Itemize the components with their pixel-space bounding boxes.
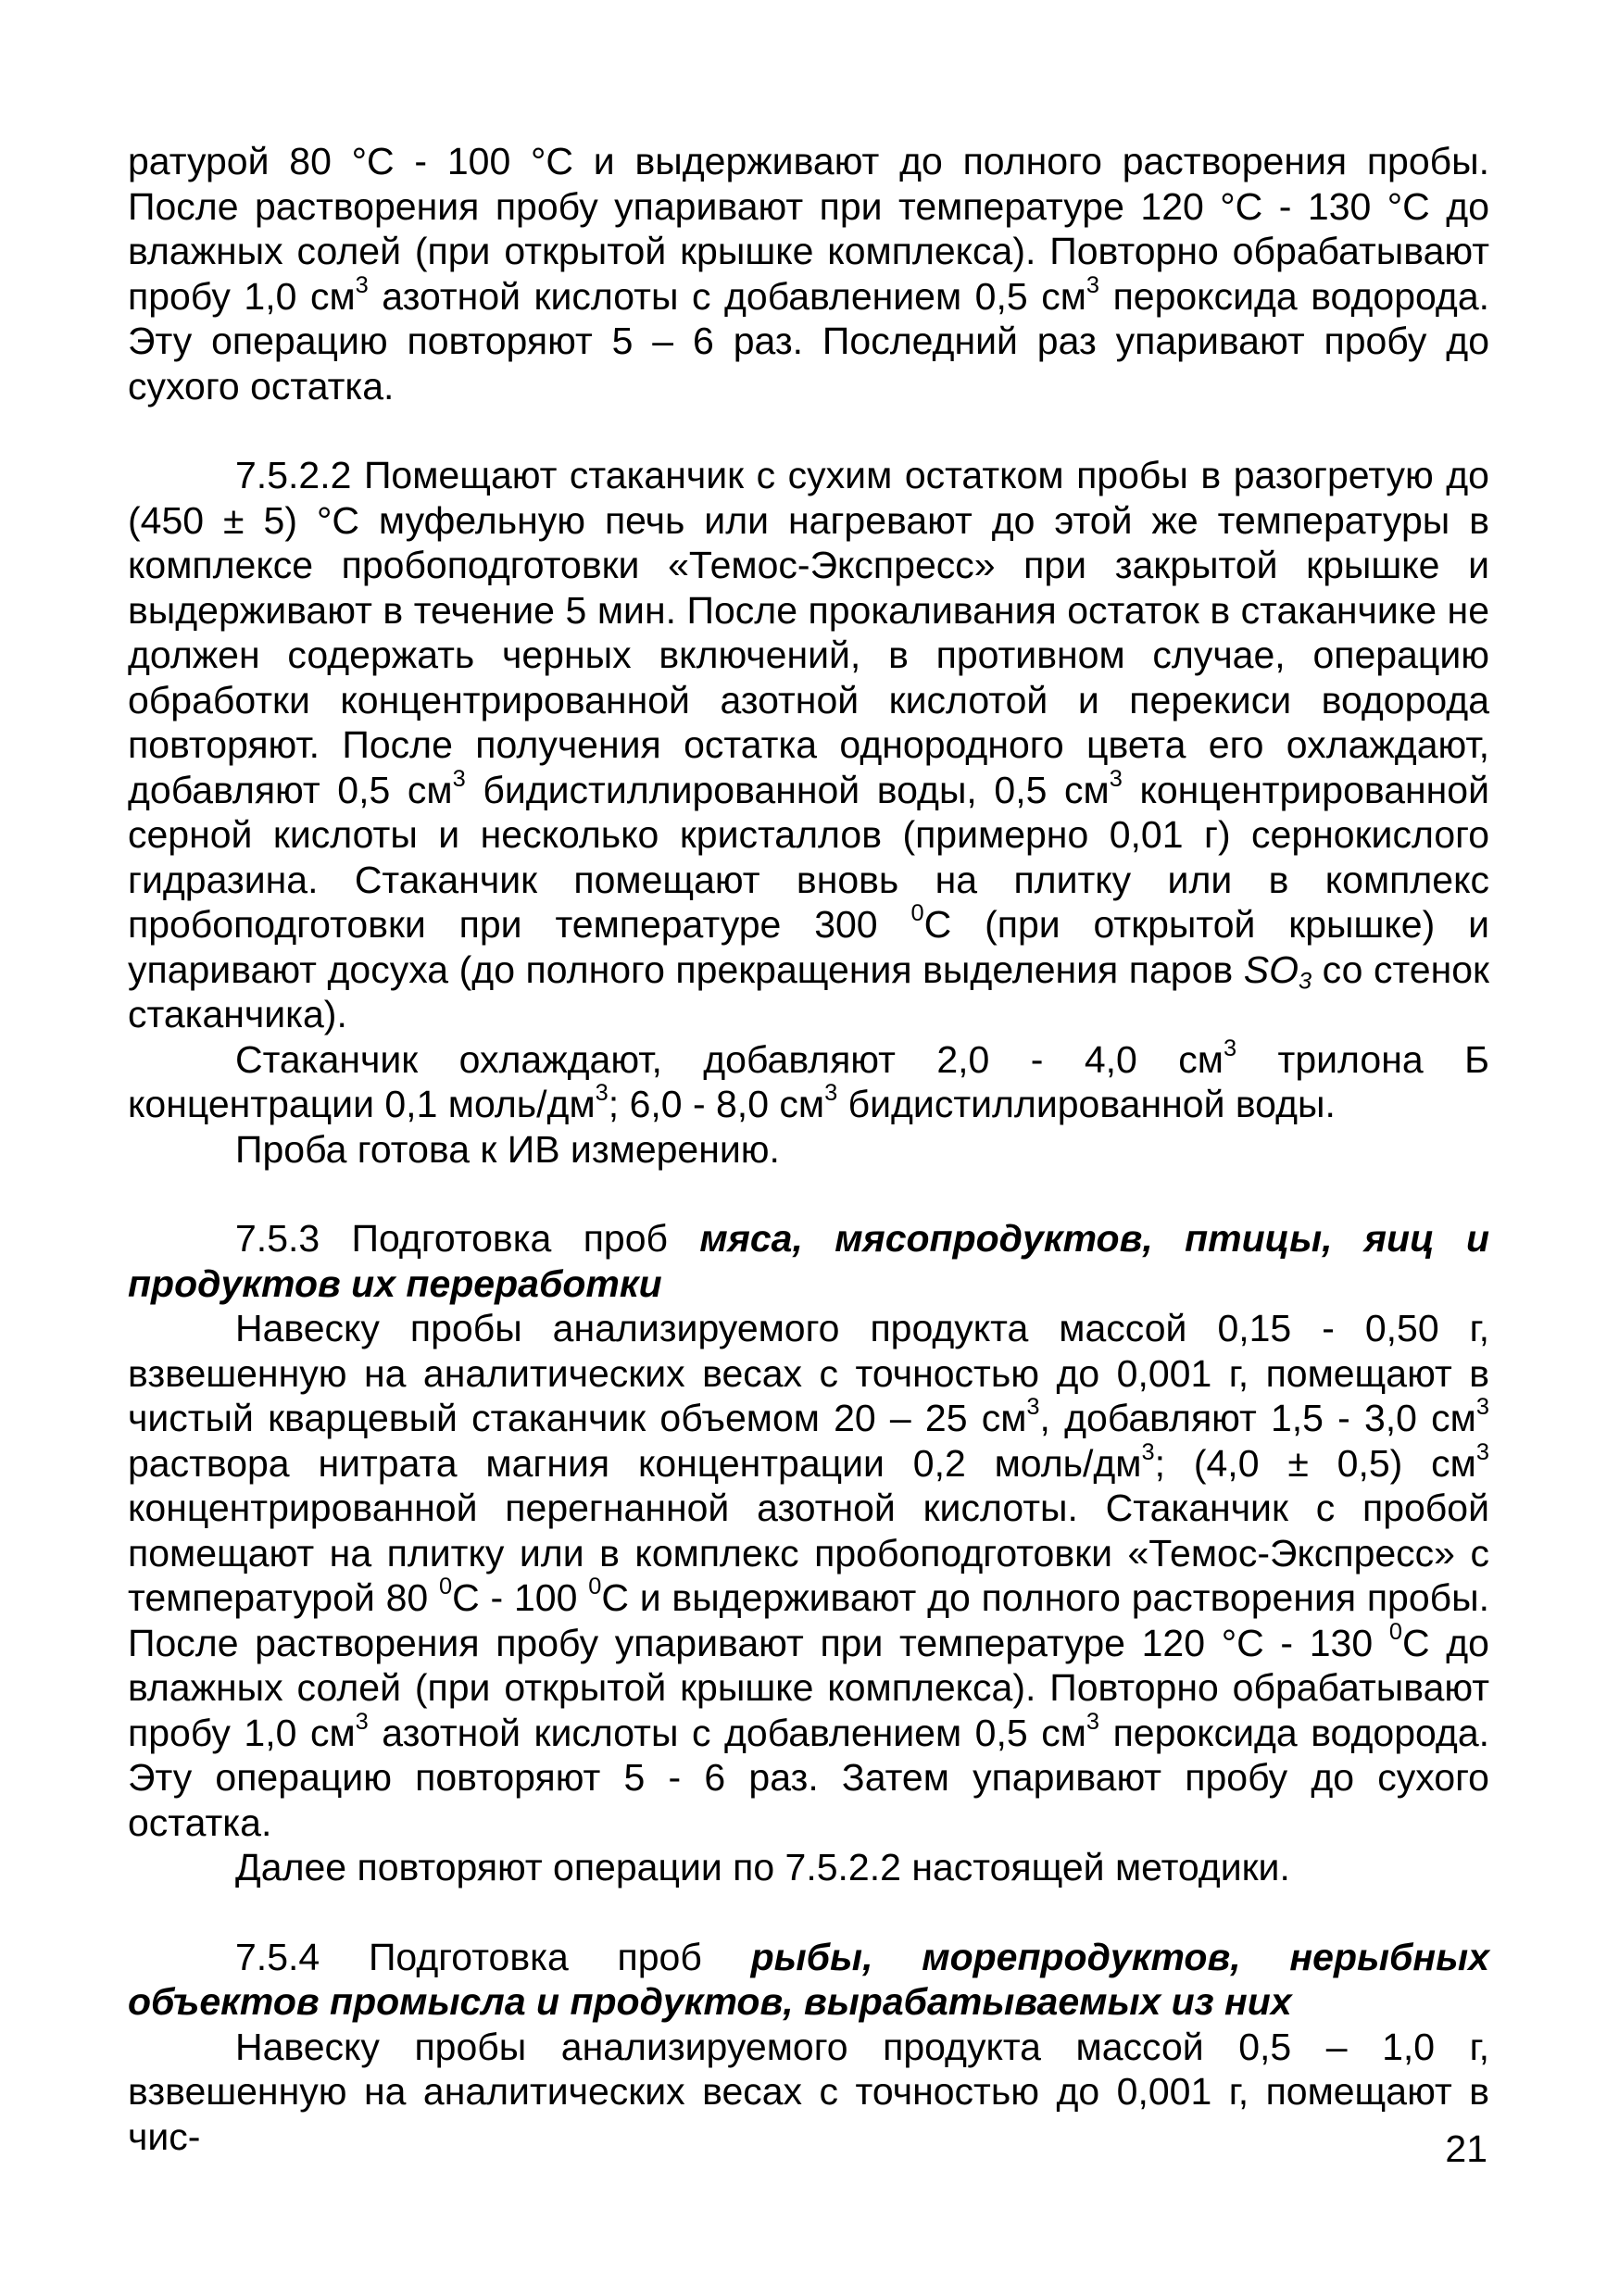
text-run: С - 100 <box>452 1576 589 1619</box>
superscript: 3 <box>1086 1708 1100 1735</box>
superscript: 0 <box>439 1574 453 1600</box>
text-run: трилона Б концентрации 0,1 моль/дм <box>128 1037 1490 1125</box>
superscript: 3 <box>452 765 466 792</box>
text-run: 7.5.4 Подготовка проб <box>235 1935 751 1978</box>
chemical-formula: SO <box>1243 947 1299 991</box>
paragraph-meat-sample <box>128 1306 1489 1845</box>
section-heading-7-5-4 <box>128 1935 1489 2025</box>
section-heading-7-5-3 <box>128 1216 1489 1306</box>
text-run: концентрированной серной кислоты и несколько кристаллов (примерно 0,01 г) сернокислого гидразина. Стаканчик помещают вновь на плитку или в комплекс пробоподготовки при температуре 300 <box>128 768 1489 946</box>
text-run: С и выдерживают до полного растворения пробы. После растворения пробу упаривают при температуре 120 °С - 130 <box>128 1576 1490 1664</box>
superscript: 3 <box>355 1708 369 1735</box>
superscript: 0 <box>910 900 924 927</box>
superscript: 0 <box>588 1574 602 1600</box>
text-run: концентрированной перегнанной азотной кислоты. Стаканчик с пробой помещают на плитку или в комплекс пробоподготовки «Темос-Экспресс» с температурой 80 <box>128 1487 1489 1619</box>
superscript: 3 <box>1475 1394 1489 1421</box>
paragraph-fish-sample <box>128 2025 1489 2160</box>
page-body <box>128 139 1489 2159</box>
text-run: Навеску пробы анализируемого продукта массой 0,5 – 1,0 г, взвешенную на аналитических весах с точностью до 0,001 г, помещают в чис- <box>128 2025 1489 2158</box>
superscript: 3 <box>1109 765 1123 792</box>
emphasis-text: рыбы, морепродуктов, нерыбных объектов промысла и продуктов, вырабатываемых из них <box>128 1935 1489 2023</box>
text-run: азотной кислоты с добавлением 0,5 см <box>368 1711 1086 1754</box>
superscript: 3 <box>1475 1438 1489 1465</box>
page-number: 21 <box>1445 2127 1487 2170</box>
text-run: ; 6,0 - 8,0 см <box>608 1083 825 1125</box>
paragraph-continuation <box>128 139 1489 408</box>
text-run: бидистиллированной воды, 0,5 см <box>465 768 1110 811</box>
text-run: С (при открытой крышке) и упаривают досуха (до полного прекращения выделения паров <box>128 903 1490 991</box>
superscript: 3 <box>1141 1438 1155 1465</box>
superscript: 3 <box>595 1080 609 1107</box>
text-run: 7.5.3 Подготовка проб <box>235 1217 700 1260</box>
paragraph-ready <box>128 1127 1489 1173</box>
text-run: пероксида водорода. Эту операцию повторяют 5 – 6 раз. Последний раз упаривают пробу до сухого остатка. <box>128 274 1490 408</box>
superscript: 3 <box>824 1080 838 1107</box>
superscript: 3 <box>1026 1394 1040 1421</box>
text-run: Далее повторяют операции по 7.5.2.2 настоящей методики. <box>235 1846 1290 1888</box>
text-run: , добавляют 1,5 - 3,0 см <box>1039 1397 1476 1439</box>
text-run: раствора нитрата магния концентрации 0,2 моль/дм <box>128 1441 1142 1485</box>
text-run: бидистиллированной воды. <box>837 1083 1336 1125</box>
paragraph-7-5-2-2 <box>128 453 1489 1037</box>
superscript: 3 <box>1223 1035 1237 1061</box>
text-run: С до влажных солей (при открытой крышке комплекса). Повторно обрабатывают пробу 1,0 см <box>128 1621 1489 1754</box>
text-run: ; (4,0 ± 0,5) см <box>1154 1441 1476 1485</box>
paragraph-repeat <box>128 1845 1489 1890</box>
text-run: со стенок стаканчика). <box>128 947 1489 1035</box>
subscript: 3 <box>1298 967 1312 994</box>
emphasis-text: мяса, мясопродуктов, птицы, яиц и продуктов их переработки <box>128 1217 1489 1305</box>
text-run: азотной кислоты с добавлением 0,5 см <box>368 274 1086 318</box>
text-run: Стаканчик охлаждают, добавляют 2,0 - 4,0 см <box>235 1037 1224 1081</box>
superscript: 3 <box>1086 271 1100 298</box>
superscript: 0 <box>1388 1618 1402 1645</box>
superscript: 3 <box>355 271 369 298</box>
text-run: пероксида водорода. Эту операцию повторяют 5 - 6 раз. Затем упаривают пробу до сухого остатка. <box>128 1711 1490 1844</box>
text-run: ратурой 80 °С - 100 °С и выдерживают до полного растворения пробы. После растворения пробу упаривают при температуре 120 °С - 130 °С до влажных солей (при открытой крышке комплекса). Повторно обрабатывают пробу 1,0 см <box>128 140 1489 318</box>
text-run: Проба готова к ИВ измерению. <box>235 1127 780 1171</box>
text-run: Навеску пробы анализируемого продукта массой 0,15 - 0,50 г, взвешенную на аналитических весах с точностью до 0,001 г, помещают в чистый кварцевый стаканчик объемом 20 – 25 см <box>128 1307 1489 1439</box>
text-run: 7.5.2.2 Помещают стаканчик с сухим остатком пробы в разогретую до (450 ± 5) °С муфельную печь или нагревают до этой же температуры в комплексе пробоподготовки «Темос-Экспресс» при закрытой крышке и выдерживают в течение 5 мин. После прокаливания остаток в стаканчике не должен содержать черных включений, в противном случае, операцию обработки концентрированной азотной кислотой и перекиси водорода повторяют. После получения остатка однородного цвета его охлаждают, добавляют 0,5 см <box>128 454 1489 811</box>
paragraph-cooling <box>128 1037 1489 1127</box>
